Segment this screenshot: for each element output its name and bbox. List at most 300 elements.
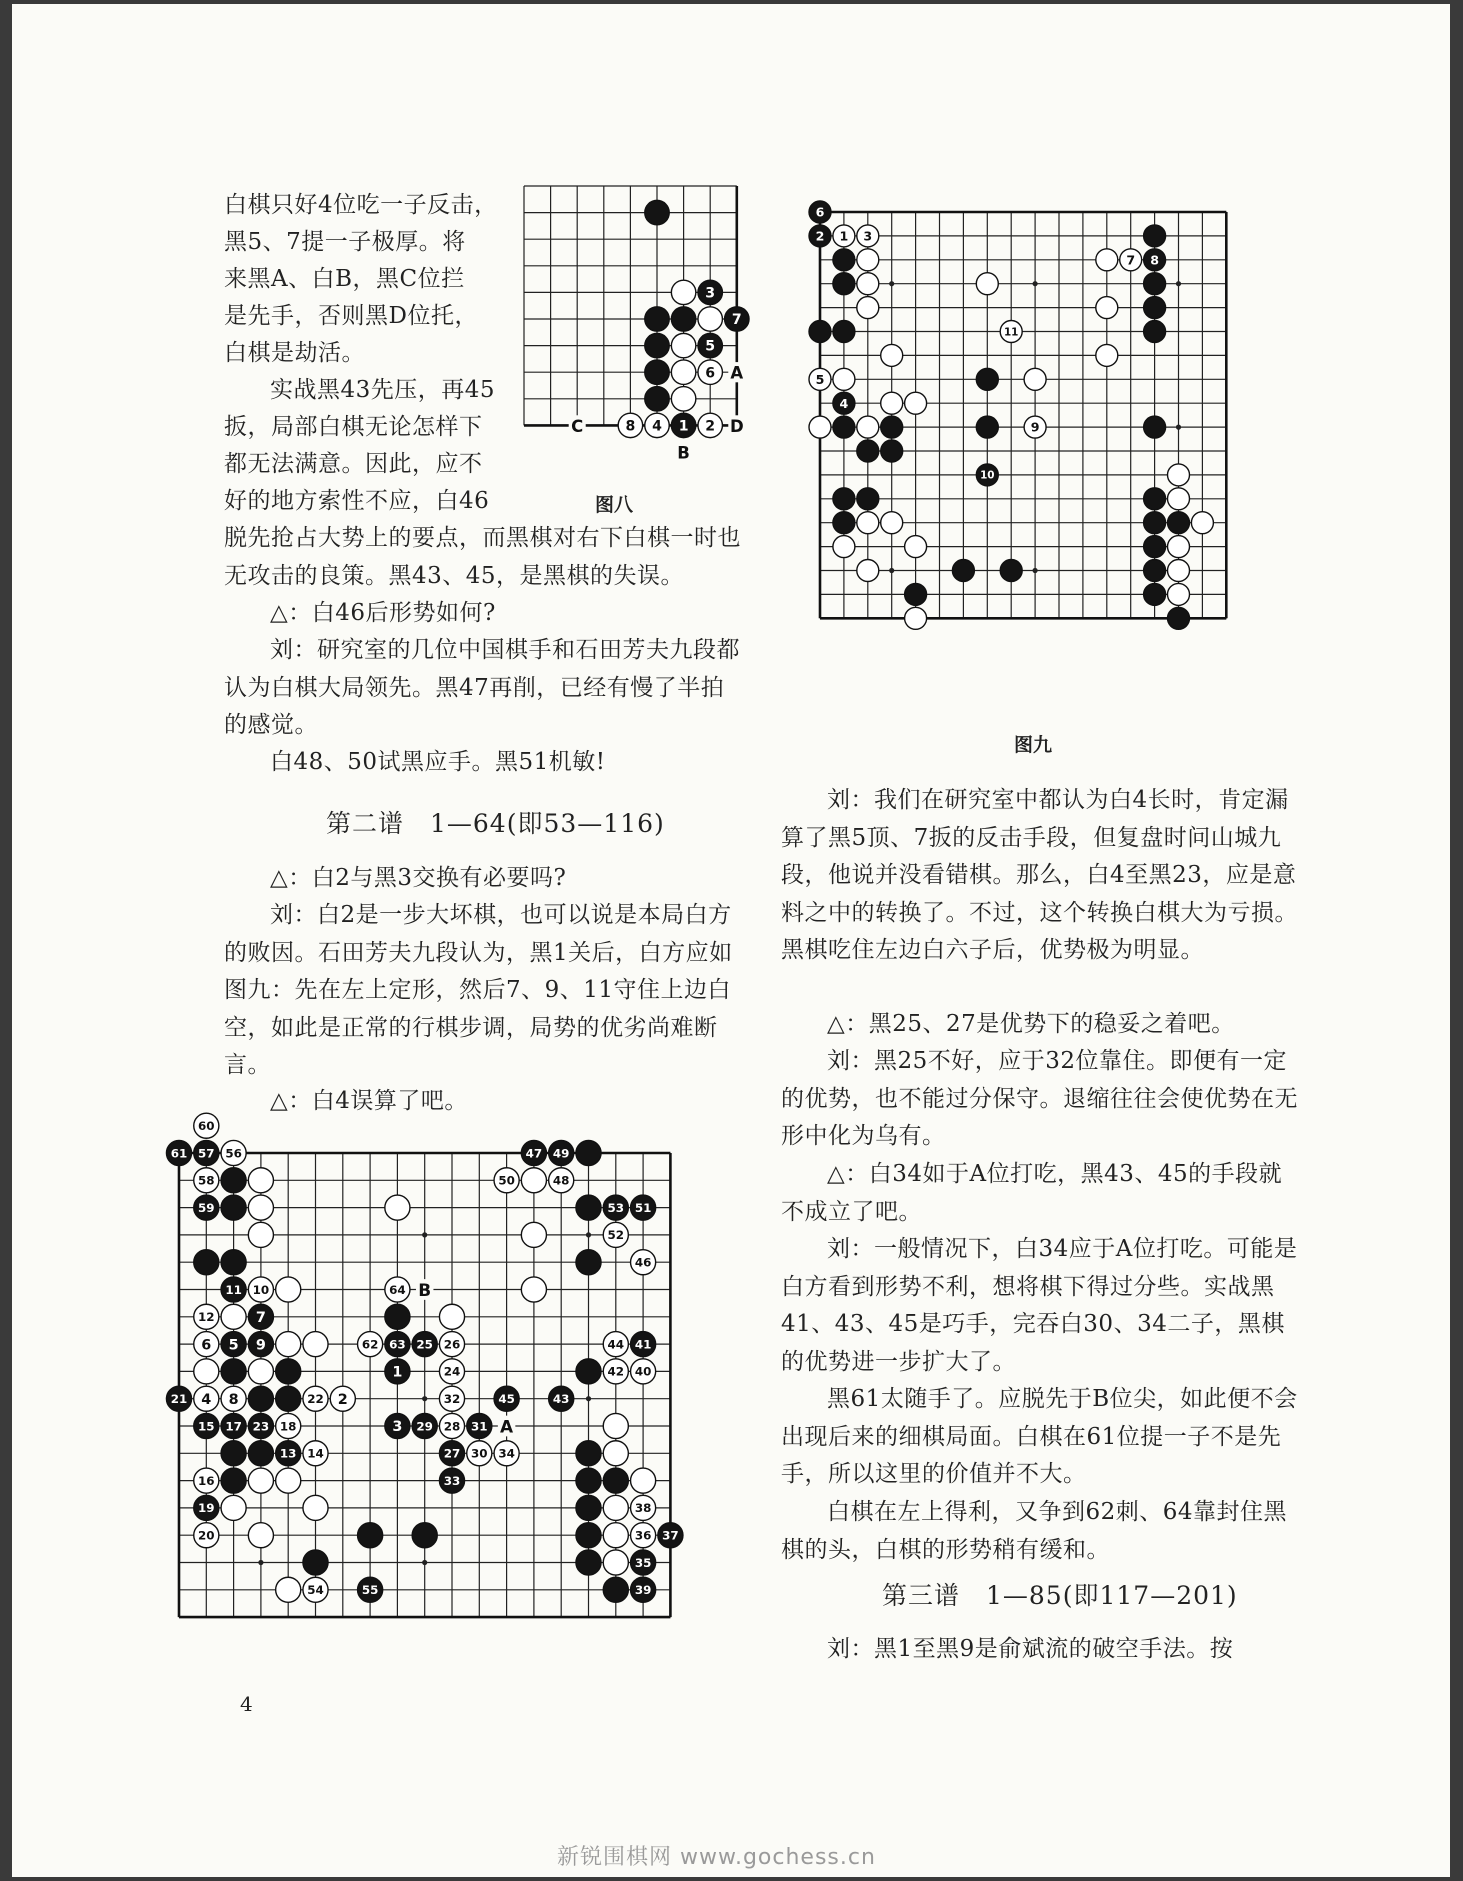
- white-stone: [671, 360, 695, 384]
- black-stone: [603, 1468, 628, 1493]
- white-stone: [248, 1222, 273, 1247]
- white-stone: [698, 360, 722, 384]
- white-stone: [303, 1495, 328, 1520]
- move-number: 7: [255, 1309, 266, 1326]
- move-number: 15: [198, 1419, 215, 1434]
- white-stone: [276, 1468, 301, 1493]
- board-grid: [820, 212, 1226, 618]
- question: △：白34如于A位打吃，黑43、45的手段就不成立了吧。: [781, 1161, 1283, 1225]
- black-stone: [494, 1386, 519, 1411]
- move-number: 11: [1003, 326, 1019, 339]
- white-stone: [976, 273, 998, 295]
- paragraph: 刘：白2是一步大坏棋，也可以说是本局白方的败因。石田芳夫九段认为，黑1关后，白方应如图九：先在左上定形，然后7、9、11守住上边白空，如此是正常的行棋步调，局势的优劣尚难断言。: [224, 902, 733, 1078]
- white-stone: [603, 1413, 628, 1438]
- move-number: 1: [839, 228, 849, 244]
- move-number: 45: [498, 1391, 515, 1406]
- black-stone: [631, 1577, 656, 1602]
- white-stone: [248, 1468, 273, 1493]
- white-stone: [833, 536, 855, 558]
- text-line: 来黑A、白B，黑C位拦: [224, 266, 465, 292]
- point-mark: A: [500, 1416, 514, 1437]
- black-stone: [576, 1523, 601, 1548]
- white-stone: [303, 1332, 328, 1357]
- move-number: 62: [361, 1337, 379, 1352]
- black-stone: [385, 1359, 410, 1384]
- black-stone: [385, 1413, 410, 1438]
- black-stone: [1144, 488, 1166, 510]
- figure-8-diagram: [512, 182, 742, 492]
- black-stone: [412, 1332, 437, 1357]
- black-stone: [1144, 321, 1166, 343]
- question: △：黑25、27是优势下的稳妥之着吧。: [827, 1011, 1235, 1037]
- point-mark: C: [571, 416, 584, 436]
- black-stone: [645, 333, 669, 357]
- white-stone: [857, 297, 879, 319]
- move-number: 26: [443, 1337, 461, 1352]
- black-stone: [521, 1140, 546, 1165]
- white-stone: [521, 1277, 546, 1302]
- black-stone: [358, 1577, 383, 1602]
- black-stone: [1144, 536, 1166, 558]
- move-number: 63: [389, 1337, 406, 1352]
- white-stone: [645, 413, 669, 437]
- white-stone: [467, 1441, 492, 1466]
- black-stone: [248, 1441, 273, 1466]
- move-number: 23: [252, 1419, 270, 1434]
- move-number: 30: [471, 1446, 488, 1461]
- black-stone: [881, 440, 903, 462]
- black-stone: [645, 360, 669, 384]
- move-number: 40: [634, 1364, 652, 1379]
- black-stone: [976, 464, 998, 486]
- black-stone: [1144, 225, 1166, 247]
- watermark-footer: 新锐围棋网 www.gochess.cn: [557, 1845, 876, 1870]
- move-number: 28: [443, 1419, 461, 1434]
- black-stone: [576, 1140, 601, 1165]
- white-stone: [1168, 464, 1190, 486]
- move-number: 7: [731, 312, 742, 329]
- white-stone: [809, 416, 831, 438]
- white-stone: [1024, 416, 1046, 438]
- white-stone: [303, 1386, 328, 1411]
- white-stone: [385, 1277, 410, 1302]
- black-stone: [412, 1413, 437, 1438]
- move-number: 2: [705, 418, 716, 435]
- black-stone: [221, 1413, 246, 1438]
- black-stone: [1144, 249, 1166, 271]
- white-stone: [1096, 344, 1118, 366]
- text-line: 白棋只好4位吃一子反击，: [224, 192, 498, 218]
- black-stone: [248, 1332, 273, 1357]
- paragraph: 刘：黑25不好，应于32位靠住。即便有一定的优势，也不能过分保守。退缩往往会使优势在无形中化为乌有。: [781, 1048, 1298, 1149]
- paragraph: 刘：研究室的几位中国棋手和石田芳夫九段都认为白棋大局领先。黑47再削，已经有慢了半拍的感觉。: [224, 637, 740, 738]
- white-stone: [1168, 560, 1190, 582]
- move-number: 31: [471, 1419, 488, 1434]
- black-stone: [248, 1413, 273, 1438]
- black-stone: [645, 200, 669, 224]
- white-stone: [857, 225, 879, 247]
- black-stone: [166, 1140, 191, 1165]
- white-stone: [248, 1168, 273, 1193]
- black-stone: [1144, 273, 1166, 295]
- move-number: 4: [652, 418, 662, 435]
- white-stone: [221, 1140, 246, 1165]
- black-stone: [658, 1523, 683, 1548]
- move-number: 1: [392, 1364, 403, 1381]
- white-stone: [603, 1441, 628, 1466]
- book-page: [12, 4, 1450, 1877]
- white-stone: [905, 607, 927, 629]
- question: △：白4误算了吧。: [270, 1088, 468, 1114]
- move-number: 47: [525, 1146, 543, 1161]
- white-stone: [248, 1277, 273, 1302]
- black-stone: [645, 387, 669, 411]
- text-line: 都无法满意。因此，应不: [224, 451, 483, 477]
- move-number: 10: [252, 1282, 270, 1297]
- white-stone: [857, 416, 879, 438]
- text-line: 黑5、7提一子极厚。将: [224, 229, 466, 255]
- black-stone: [549, 1140, 574, 1165]
- black-stone: [833, 273, 855, 295]
- page-number: 4: [240, 1692, 253, 1716]
- black-stone: [833, 512, 855, 534]
- white-stone: [276, 1413, 301, 1438]
- black-stone: [385, 1304, 410, 1329]
- black-stone: [1000, 560, 1022, 582]
- move-number: 49: [552, 1146, 570, 1161]
- move-number: 51: [634, 1200, 652, 1215]
- black-stone: [385, 1332, 410, 1357]
- move-number: 27: [443, 1446, 461, 1461]
- paragraph: 刘：一般情况下，白34应于A位打吃。可能是白方看到形势不利，想将棋下得过分些。实战黑41、43、45是巧手，完吞白30、34二子，黑棋的优势进一步扩大了。: [781, 1236, 1298, 1375]
- black-stone: [976, 368, 998, 390]
- move-number: 6: [815, 204, 825, 220]
- white-stone: [276, 1277, 301, 1302]
- white-stone: [603, 1359, 628, 1384]
- black-stone: [439, 1441, 464, 1466]
- white-stone: [603, 1495, 628, 1520]
- white-stone: [1096, 297, 1118, 319]
- figure-9-diagram: [792, 196, 1312, 716]
- black-stone: [645, 307, 669, 331]
- black-stone: [221, 1468, 246, 1493]
- white-stone: [439, 1386, 464, 1411]
- black-stone: [1144, 583, 1166, 605]
- move-number: 41: [634, 1337, 652, 1352]
- move-number: 18: [279, 1419, 297, 1434]
- black-stone: [221, 1250, 246, 1275]
- black-stone: [833, 321, 855, 343]
- black-stone: [549, 1386, 574, 1411]
- move-number: 3: [705, 285, 716, 302]
- white-stone: [221, 1304, 246, 1329]
- black-stone: [631, 1332, 656, 1357]
- white-stone: [1096, 249, 1118, 271]
- black-stone: [439, 1468, 464, 1493]
- white-stone: [494, 1168, 519, 1193]
- question: △：白2与黑3交换有必要吗?: [270, 865, 567, 891]
- white-stone: [248, 1359, 273, 1384]
- black-stone: [221, 1277, 246, 1302]
- move-number: 7: [1126, 252, 1136, 268]
- move-number: 38: [634, 1501, 652, 1516]
- paragraph: 黑61太随手了。应脱先于B位尖，如此便不会出现后来的细棋局面。白棋在61位提一子不是先手，所以这里的价值并不大。: [781, 1386, 1298, 1487]
- move-number: 34: [498, 1446, 515, 1461]
- text-line: 是先手，否则黑D位托，: [224, 303, 478, 329]
- white-stone: [881, 344, 903, 366]
- white-stone: [603, 1550, 628, 1575]
- move-number: 54: [307, 1583, 324, 1598]
- black-stone: [166, 1386, 191, 1411]
- black-stone: [194, 1495, 219, 1520]
- paragraph: 脱先抢占大势上的要点，而黑棋对右下白棋一时也无攻击的良策。黑43、45，是黑棋的失误。: [224, 525, 741, 589]
- black-stone: [671, 413, 695, 437]
- move-number: 37: [662, 1528, 679, 1543]
- white-stone: [603, 1332, 628, 1357]
- move-number: 50: [498, 1173, 515, 1188]
- white-stone: [857, 249, 879, 271]
- move-number: 14: [307, 1446, 324, 1461]
- black-stone: [248, 1386, 273, 1411]
- white-stone: [194, 1523, 219, 1548]
- move-number: 4: [839, 395, 849, 411]
- text-line: 好的地方索性不应，白46: [224, 488, 490, 514]
- move-number: 56: [225, 1146, 242, 1161]
- black-stone: [631, 1550, 656, 1575]
- white-stone: [1191, 512, 1213, 534]
- black-stone: [833, 249, 855, 271]
- white-stone: [905, 536, 927, 558]
- white-stone: [603, 1523, 628, 1548]
- black-stone: [276, 1359, 301, 1384]
- section-heading-2: 第二谱 1—64(即53—116): [326, 809, 665, 838]
- move-number: 58: [198, 1173, 215, 1188]
- move-number: 25: [416, 1337, 433, 1352]
- black-stone: [833, 416, 855, 438]
- question: △：白46后形势如何?: [270, 600, 496, 626]
- move-number: 57: [198, 1146, 215, 1161]
- move-number: 9: [255, 1337, 266, 1354]
- black-stone: [905, 583, 927, 605]
- white-stone: [809, 368, 831, 390]
- white-stone: [1120, 249, 1142, 271]
- black-stone: [603, 1577, 628, 1602]
- black-stone: [1144, 416, 1166, 438]
- black-stone: [576, 1359, 601, 1384]
- move-number: 16: [198, 1473, 215, 1488]
- black-stone: [221, 1359, 246, 1384]
- move-number: 39: [634, 1583, 652, 1598]
- move-number: 3: [392, 1419, 403, 1436]
- white-stone: [905, 392, 927, 414]
- black-stone: [857, 488, 879, 510]
- move-number: 8: [1150, 252, 1159, 268]
- move-number: 53: [607, 1200, 625, 1215]
- white-stone: [221, 1386, 246, 1411]
- black-stone: [809, 321, 831, 343]
- move-number: 2: [337, 1391, 348, 1408]
- paragraph: 白棋在左上得利，又争到62刺、64靠封住黑棋的头，白棋的形势稍有缓和。: [781, 1499, 1288, 1563]
- white-stone: [671, 387, 695, 411]
- move-number: 12: [198, 1310, 215, 1325]
- move-number: 1: [678, 418, 689, 435]
- black-stone: [412, 1523, 437, 1548]
- white-stone: [698, 307, 722, 331]
- white-stone: [494, 1441, 519, 1466]
- move-number: 35: [634, 1555, 652, 1570]
- black-stone: [833, 488, 855, 510]
- black-stone: [1144, 512, 1166, 534]
- move-number: 10: [980, 469, 995, 482]
- white-stone: [439, 1304, 464, 1329]
- white-stone: [194, 1168, 219, 1193]
- paragraph: 刘：我们在研究室中都认为白4长时，肯定漏算了黑5顶、7扳的反击手段，但复盘时问山城九段，他说并没看错棋。那么，白4至黑23，应是意料之中的转换了。不过，这个转换白棋大为亏损。黑棋吃住左边白六子后，优势极为明显。: [781, 787, 1298, 963]
- move-number: 8: [625, 418, 636, 435]
- black-stone: [809, 225, 831, 247]
- point-mark: A: [730, 363, 744, 383]
- white-stone: [881, 392, 903, 414]
- black-stone: [276, 1441, 301, 1466]
- black-stone: [1168, 607, 1190, 629]
- black-stone: [303, 1550, 328, 1575]
- white-stone: [631, 1468, 656, 1493]
- section-heading-3: 第三谱 1—85(即117—201): [882, 1581, 1238, 1610]
- move-number: 5: [228, 1337, 239, 1354]
- white-stone: [439, 1359, 464, 1384]
- text-line: 白棋是劫活。: [224, 340, 365, 366]
- move-number: 24: [443, 1364, 461, 1379]
- white-stone: [881, 512, 903, 534]
- move-number: 3: [863, 228, 873, 244]
- move-number: 9: [1030, 419, 1040, 435]
- black-stone: [221, 1168, 246, 1193]
- black-stone: [221, 1441, 246, 1466]
- figure-9-caption: 图九: [1014, 734, 1053, 756]
- black-stone: [631, 1195, 656, 1220]
- white-stone: [194, 1386, 219, 1411]
- white-stone: [698, 413, 722, 437]
- white-stone: [857, 273, 879, 295]
- white-stone: [221, 1495, 246, 1520]
- white-stone: [521, 1168, 546, 1193]
- black-stone: [1168, 512, 1190, 534]
- move-number: 5: [815, 371, 825, 387]
- move-number: 61: [170, 1146, 188, 1161]
- white-stone: [618, 413, 642, 437]
- point-mark: B: [677, 443, 690, 463]
- move-number: 17: [225, 1419, 242, 1434]
- white-stone: [1000, 321, 1022, 343]
- white-stone: [631, 1359, 656, 1384]
- white-stone: [857, 512, 879, 534]
- white-stone: [194, 1359, 219, 1384]
- white-stone: [1168, 583, 1190, 605]
- text-line: 扳，局部白棋无论怎样下: [224, 414, 483, 440]
- move-number: 5: [705, 338, 716, 355]
- black-stone: [576, 1495, 601, 1520]
- white-stone: [1168, 536, 1190, 558]
- black-stone: [248, 1304, 273, 1329]
- black-stone: [576, 1195, 601, 1220]
- black-stone: [576, 1468, 601, 1493]
- black-stone: [576, 1441, 601, 1466]
- white-stone: [631, 1495, 656, 1520]
- black-stone: [1144, 560, 1166, 582]
- game-record-diagram: [147, 1101, 767, 1686]
- white-stone: [303, 1577, 328, 1602]
- white-stone: [358, 1332, 383, 1357]
- black-stone: [603, 1195, 628, 1220]
- black-stone: [671, 307, 695, 331]
- white-stone: [385, 1195, 410, 1220]
- white-stone: [248, 1195, 273, 1220]
- black-stone: [976, 416, 998, 438]
- black-stone: [1144, 297, 1166, 319]
- move-number: 13: [279, 1446, 297, 1461]
- white-stone: [276, 1577, 301, 1602]
- move-number: 6: [705, 365, 716, 382]
- move-number: 36: [634, 1528, 652, 1543]
- white-stone: [194, 1468, 219, 1493]
- move-number: 60: [198, 1118, 215, 1133]
- white-stone: [194, 1113, 219, 1138]
- black-stone: [221, 1332, 246, 1357]
- point-mark: D: [729, 416, 744, 436]
- white-stone: [631, 1523, 656, 1548]
- move-number: 52: [607, 1228, 625, 1243]
- move-number: 6: [201, 1337, 212, 1354]
- white-stone: [303, 1441, 328, 1466]
- black-stone: [809, 201, 831, 223]
- black-stone: [698, 333, 722, 357]
- white-stone: [671, 333, 695, 357]
- black-stone: [576, 1550, 601, 1575]
- move-number: 20: [198, 1528, 215, 1543]
- white-stone: [603, 1222, 628, 1247]
- paragraph: 白48、50试黑应手。黑51机敏!: [270, 749, 606, 775]
- black-stone: [857, 440, 879, 462]
- black-stone: [698, 280, 722, 304]
- white-stone: [194, 1304, 219, 1329]
- black-stone: [194, 1140, 219, 1165]
- black-stone: [221, 1195, 246, 1220]
- white-stone: [276, 1332, 301, 1357]
- white-stone: [833, 368, 855, 390]
- move-number: 44: [607, 1337, 625, 1352]
- black-stone: [194, 1250, 219, 1275]
- black-stone: [358, 1523, 383, 1548]
- white-stone: [194, 1332, 219, 1357]
- black-stone: [467, 1413, 492, 1438]
- move-number: 4: [201, 1391, 212, 1408]
- white-stone: [1168, 488, 1190, 510]
- move-number: 22: [307, 1391, 324, 1406]
- black-stone: [276, 1386, 301, 1411]
- white-stone: [833, 225, 855, 247]
- white-stone: [631, 1250, 656, 1275]
- move-number: 11: [225, 1282, 242, 1297]
- move-number: 55: [361, 1583, 379, 1598]
- move-number: 19: [198, 1501, 215, 1516]
- move-number: 21: [170, 1391, 188, 1406]
- black-stone: [881, 416, 903, 438]
- paragraph: 刘：黑1至黑9是俞斌流的破空手法。按: [827, 1636, 1234, 1662]
- move-number: 59: [198, 1200, 215, 1215]
- point-mark: B: [418, 1280, 432, 1301]
- move-number: 2: [815, 228, 825, 244]
- black-stone: [833, 392, 855, 414]
- move-number: 46: [634, 1255, 652, 1270]
